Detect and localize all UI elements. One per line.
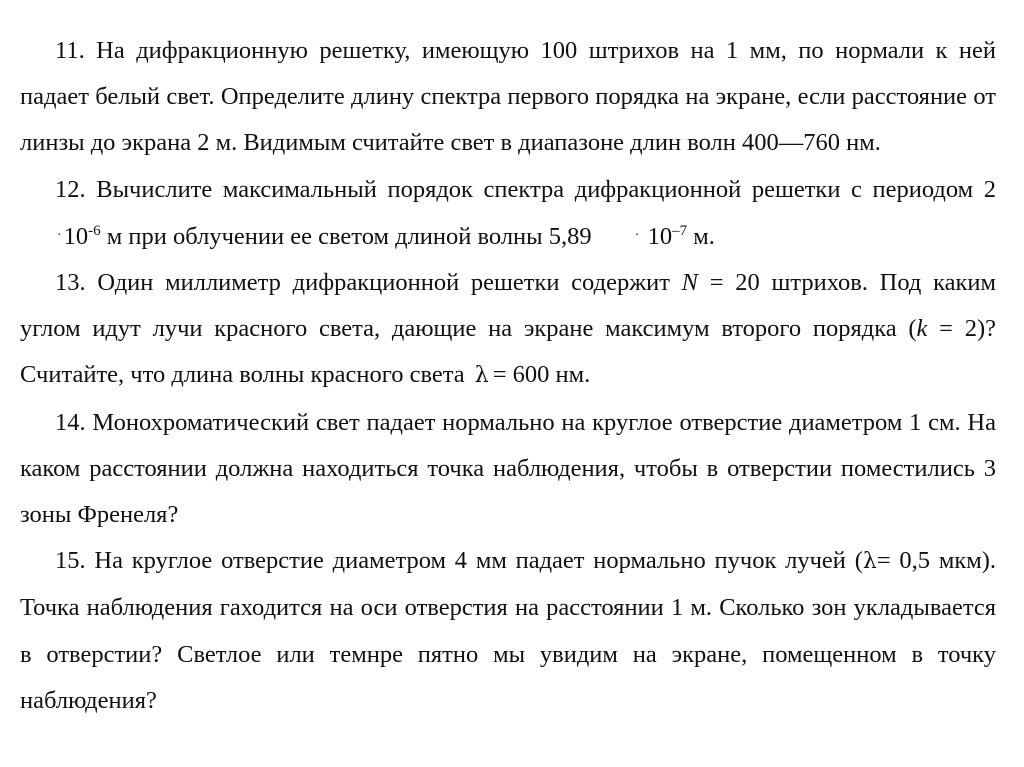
exponent: –7 — [672, 222, 688, 239]
exponent: -6 — [88, 222, 101, 239]
problem-12 — [20, 167, 996, 260]
problem-number: 14. — [55, 408, 86, 436]
variable-n: N — [681, 269, 698, 297]
problem-text: Монохроматический свет падает нормально на круглое отверстие диаметром 1 см. На каком расстоянии должна находиться точка наблюдения, чтобы в отверстии поместились 3 зоны Френеля? — [20, 408, 996, 529]
problem-text: Один миллиметр дифракционной решетки содержит — [97, 269, 682, 297]
lambda-symbol: λ — [862, 549, 877, 575]
multiply-dot: · — [634, 227, 640, 243]
variable-k: k — [916, 315, 928, 343]
problem-13 — [20, 260, 996, 400]
problem-11 — [20, 28, 996, 167]
problem-text: 10 — [63, 222, 89, 250]
problem-number: 15. — [55, 547, 86, 575]
problem-text: = 0,5 мкм). Точка наблюдения гаходится на оси отверстия на расстоянии 1 м. Сколько зон укладывается в отверстии? Светлое или темнре пятно мы увидим на экране, помещенном в точку наблюдения? — [20, 547, 997, 714]
multiply-dot: · — [57, 227, 62, 243]
problem-number: 13. — [55, 269, 86, 297]
problem-14 — [20, 400, 996, 539]
problem-number: 11. — [55, 37, 85, 64]
problem-text: м. — [687, 222, 715, 250]
problem-number: 12. — [55, 175, 86, 203]
problem-text: = 20 штрихов. Под каким углом идут лучи красного света, дающие на экране максимум второго порядка ( — [20, 269, 997, 343]
problem-text: = 600 нм. — [492, 361, 591, 389]
lambda-symbol: λ — [474, 363, 489, 389]
problem-text: = 2)? Считайте, что длина волны красного света — [20, 315, 996, 389]
problem-text: м при облучении ее светом длиной волны 5,89 — [100, 222, 592, 250]
problem-15 — [20, 538, 996, 724]
problem-text: Вычислите максимальный порядок спектра дифракционной решетки с периодом 2 — [96, 175, 997, 203]
problem-text: На круглое отверстие диаметром 4 мм падает нормально пучок лучей ( — [94, 547, 863, 575]
problem-text: На дифракционную решетку, имеющую 100 штрихов на 1 мм, по нормали к ней падает белый свет. Определите длину спектра первого порядка на экране, если расстояние от линзы до экрана 2 м. Видимым считайте свет в диапазоне длин волн 400—760 нм. — [20, 37, 996, 157]
problem-text: 10 — [647, 222, 673, 250]
